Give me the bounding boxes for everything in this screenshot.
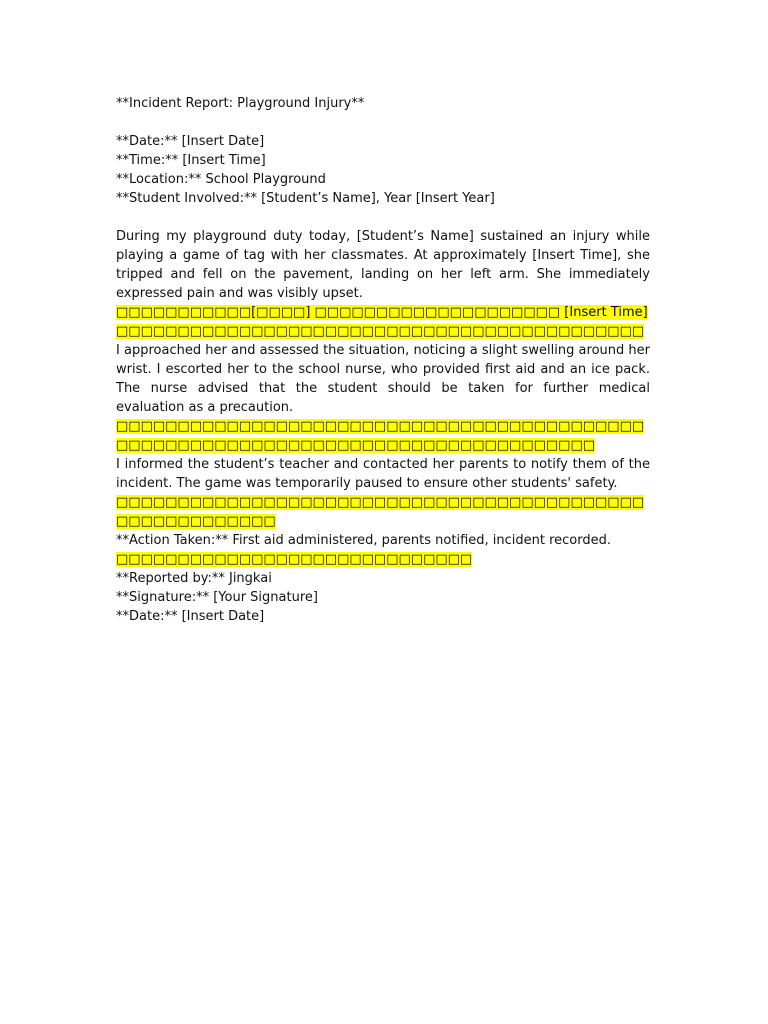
highlight-text: □□□□□□□□□□□□□□□□□□□□□□□□□□□□□ <box>116 552 473 567</box>
report-title: **Incident Report: Playground Injury** <box>116 96 365 111</box>
document-body <box>116 94 650 626</box>
spacer <box>116 208 650 227</box>
field-time: **Time:** [Insert Time] <box>116 153 266 168</box>
highlighted-translation-4 <box>116 550 650 569</box>
paragraph-notification: I informed the student’s teacher and contacted her parents to notify them of the incident. The game was temporarily paused to ensure other students' safety. <box>116 457 650 491</box>
signature: **Signature:** [Your Signature] <box>116 590 318 605</box>
highlight-text: □□□□□□□□□□□□□□□□□□□□□□□□□□□□□□□□□□□□□□□□□□□□□□□□□□□□□□□□ <box>116 495 645 529</box>
footer-date: **Date:** [Insert Date] <box>116 609 265 624</box>
paragraph-response: I approached her and assessed the situation, noticing a slight swelling around her wrist. I escorted her to the school nurse, who provided first aid and an ice pack. The nurse advised that the student should be taken for further medical evaluation as a precaution. <box>116 343 650 415</box>
field-date: **Date:** [Insert Date] <box>116 134 265 149</box>
highlight-text: □□□□□□□□□□□□□□□□□□□□□□□□□□□□□□□□□□□□□□□□□□□□□□□□□□□□□□□□□□□□□□□□□□□□□□□□□□□□□□□□□□ <box>116 419 645 453</box>
highlighted-translation-1 <box>116 303 650 341</box>
reported-by: **Reported by:** Jingkai <box>116 571 272 586</box>
action-taken: **Action Taken:** First aid administered, parents notified, incident recorded. <box>116 533 612 548</box>
highlighted-translation-2 <box>116 417 650 455</box>
spacer <box>116 113 650 132</box>
field-location: **Location:** School Playground <box>116 172 326 187</box>
paragraph-incident: During my playground duty today, [Student’s Name] sustained an injury while playing a game of tag with her classmates. At approximately [Insert Time], she tripped and fell on the pavement, landing on her left arm. She immediately expressed pain and was visibly upset. <box>116 229 650 301</box>
highlighted-translation-3 <box>116 493 650 531</box>
highlight-text: □□□□□□□□□□□[□□□□] □□□□□□□□□□□□□□□□□□□□ [Insert Time] □□□□□□□□□□□□□□□□□□□□□□□□□□□□□□□□□□□□□□□□□□□ <box>116 305 648 339</box>
field-student-involved: **Student Involved:** [Student’s Name], Year [Insert Year] <box>116 191 495 206</box>
